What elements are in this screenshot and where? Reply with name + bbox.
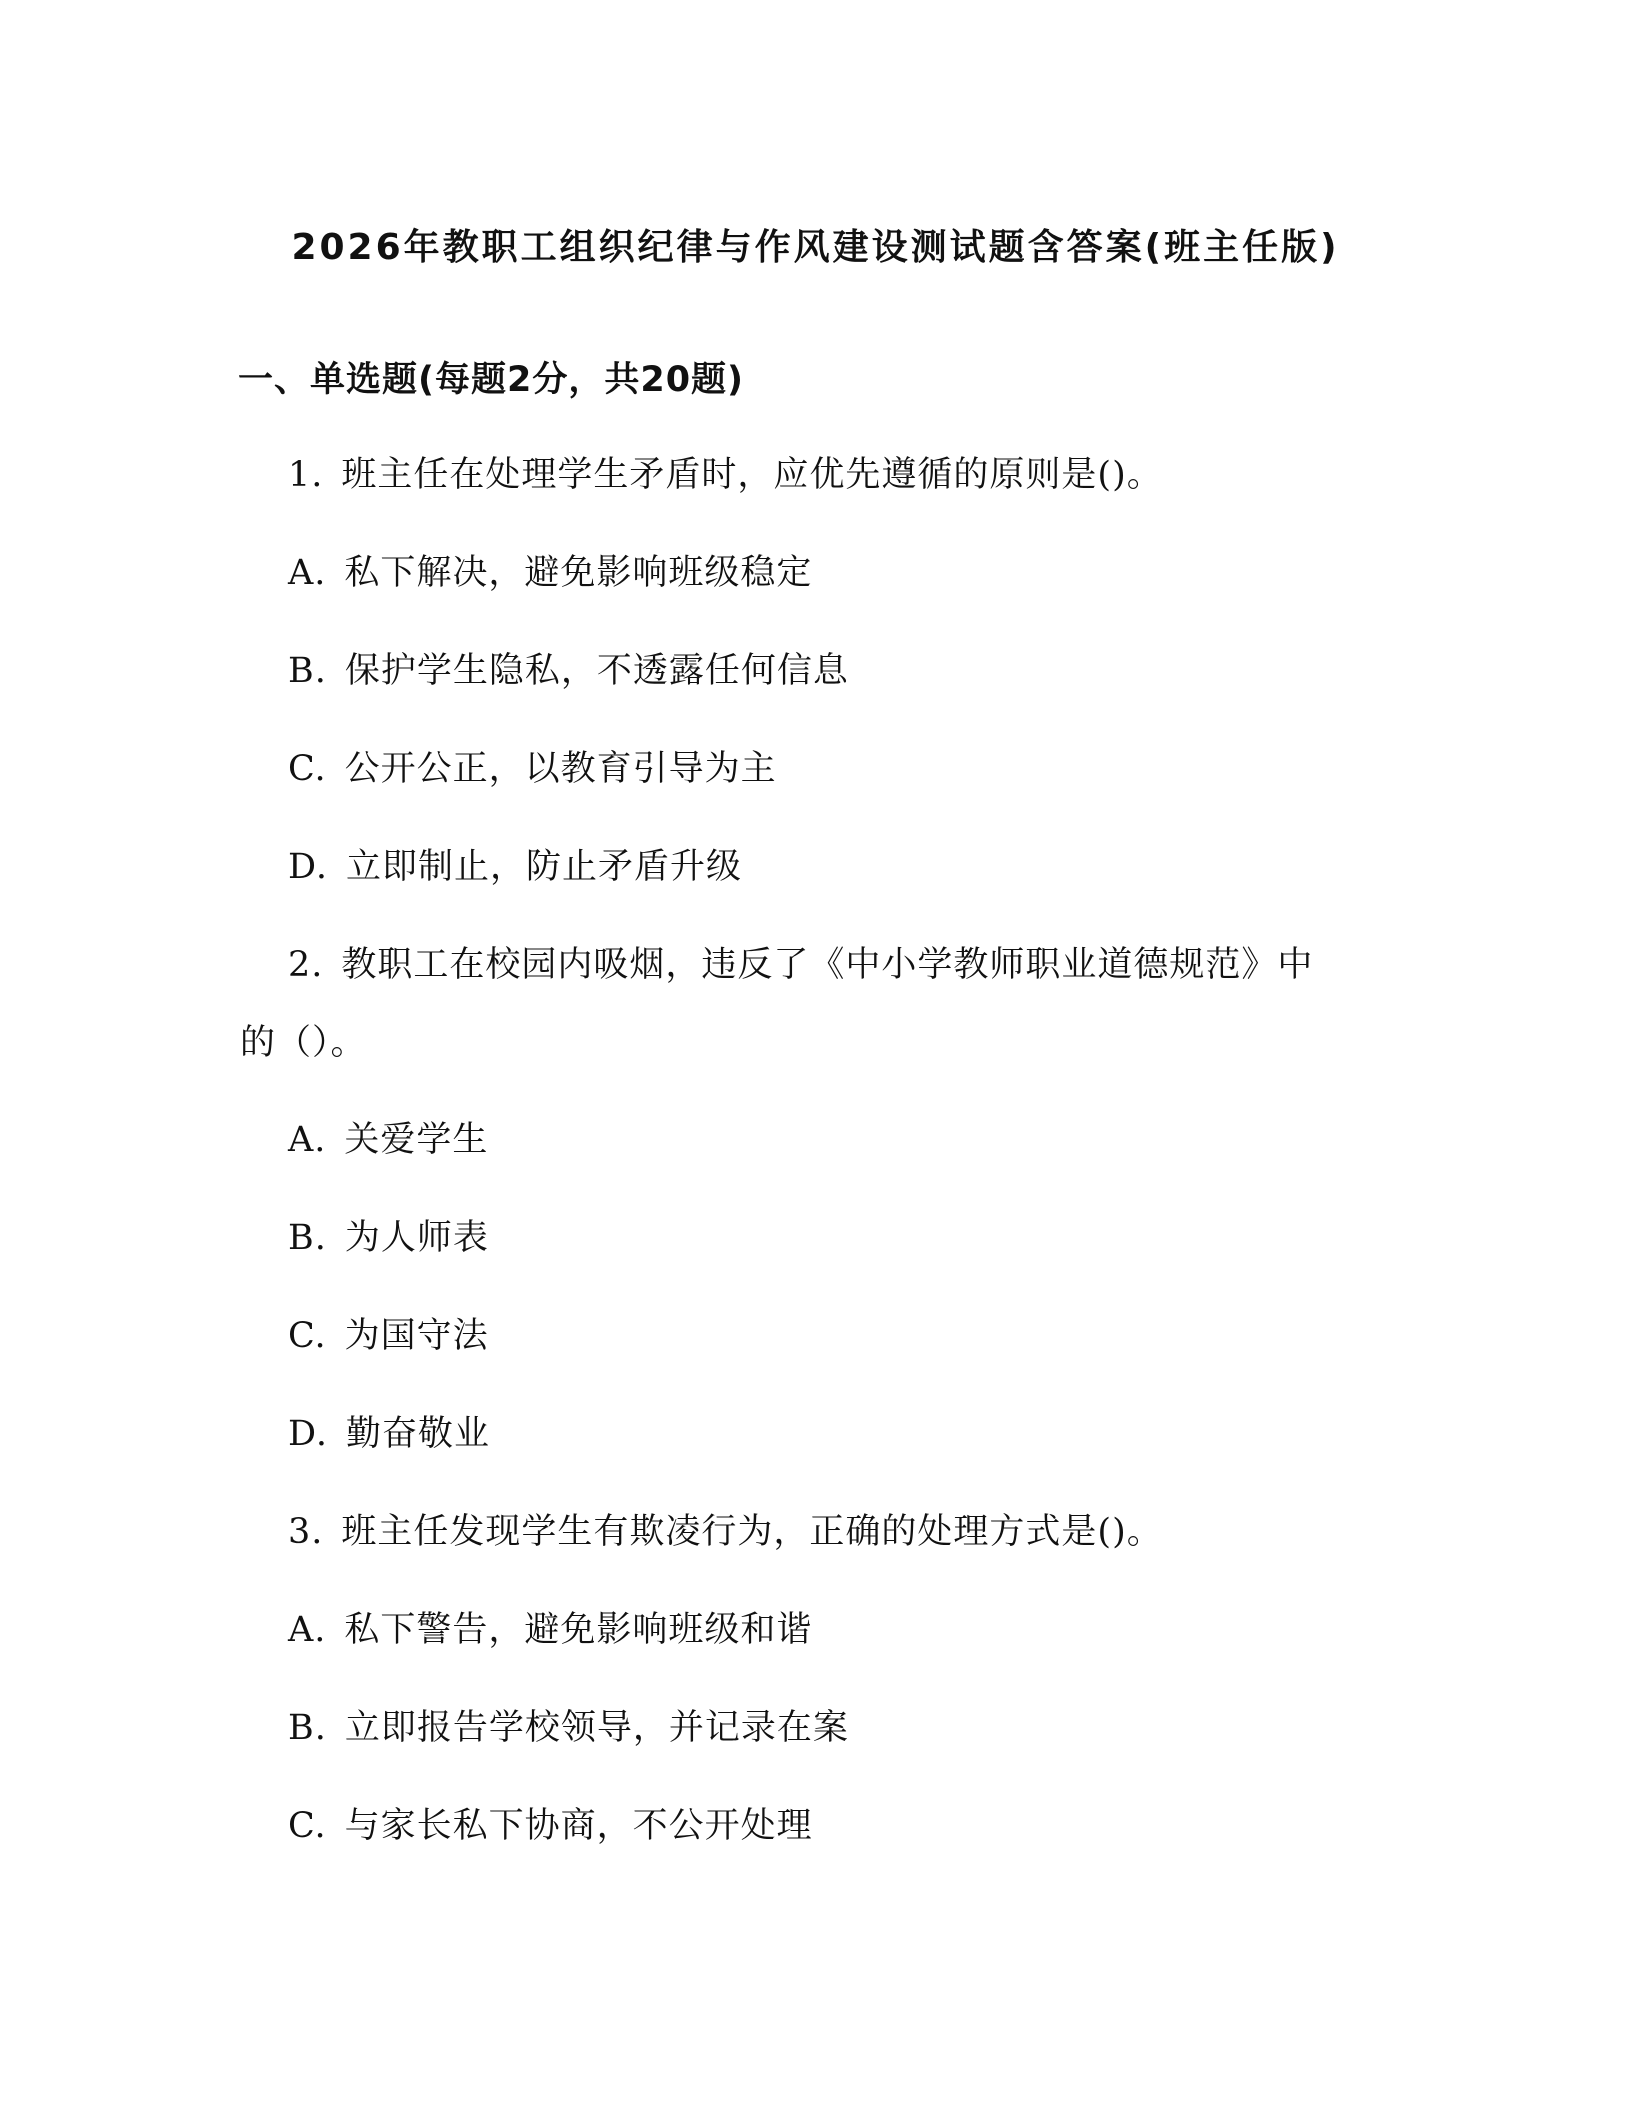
- option-label: D.: [288, 1414, 328, 1454]
- option-label: C.: [288, 1806, 327, 1846]
- option-text: 关爱学生: [344, 1120, 489, 1160]
- option-text: 保护学生隐私，不透露任何信息: [344, 651, 849, 691]
- question-text: 教职工在校园内吸烟，违反了《中小学教师职业道德规范》中: [341, 945, 1314, 985]
- option-item: [288, 837, 742, 897]
- option-text: 立即制止，防止矛盾升级: [345, 847, 742, 887]
- option-text: 公开公正，以教育引导为主: [344, 749, 777, 789]
- option-item: [288, 641, 849, 701]
- option-label: B.: [288, 651, 327, 691]
- question-stem: [288, 935, 1313, 995]
- question-number: 1.: [288, 455, 324, 495]
- question-text: 班主任在处理学生矛盾时，应优先遵循的原则是()。: [341, 455, 1163, 495]
- option-label: D.: [288, 847, 328, 887]
- question-stem: [288, 1502, 1163, 1562]
- option-label: A.: [288, 1610, 327, 1650]
- option-label: A.: [288, 553, 327, 593]
- option-text: 立即报告学校领导，并记录在案: [344, 1708, 849, 1748]
- option-item: [288, 1404, 490, 1464]
- question-number: 3.: [288, 1512, 324, 1552]
- option-text: 勤奋敬业: [345, 1414, 490, 1454]
- option-item: [288, 1110, 488, 1170]
- question-number: 2.: [288, 945, 324, 985]
- option-text: 私下警告，避免影响班级和谐: [344, 1610, 813, 1650]
- option-item: [288, 739, 777, 799]
- option-item: [288, 1600, 812, 1660]
- option-text: 私下解决，避免影响班级稳定: [344, 553, 813, 593]
- option-item: [288, 1698, 849, 1758]
- option-item: [288, 1306, 489, 1366]
- section-heading: 一、单选题(每题2分，共20题): [238, 360, 745, 400]
- option-label: A.: [288, 1120, 327, 1160]
- option-text: 与家长私下协商，不公开处理: [344, 1806, 813, 1846]
- question-stem: [288, 445, 1163, 505]
- option-label: C.: [288, 749, 327, 789]
- option-label: C.: [288, 1316, 327, 1356]
- option-item: [288, 1208, 489, 1268]
- document-title: 2026年教职工组织纪律与作风建设测试题含答案(班主任版): [291, 227, 1340, 268]
- option-text: 为国守法: [344, 1316, 489, 1356]
- question-text: 班主任发现学生有欺凌行为，正确的处理方式是()。: [341, 1512, 1163, 1552]
- option-item: [288, 543, 812, 603]
- option-label: B.: [288, 1218, 327, 1258]
- question-stem-continuation: 的（）。: [240, 1023, 367, 1063]
- option-item: [288, 1796, 813, 1856]
- option-label: B.: [288, 1708, 327, 1748]
- option-text: 为人师表: [344, 1218, 489, 1258]
